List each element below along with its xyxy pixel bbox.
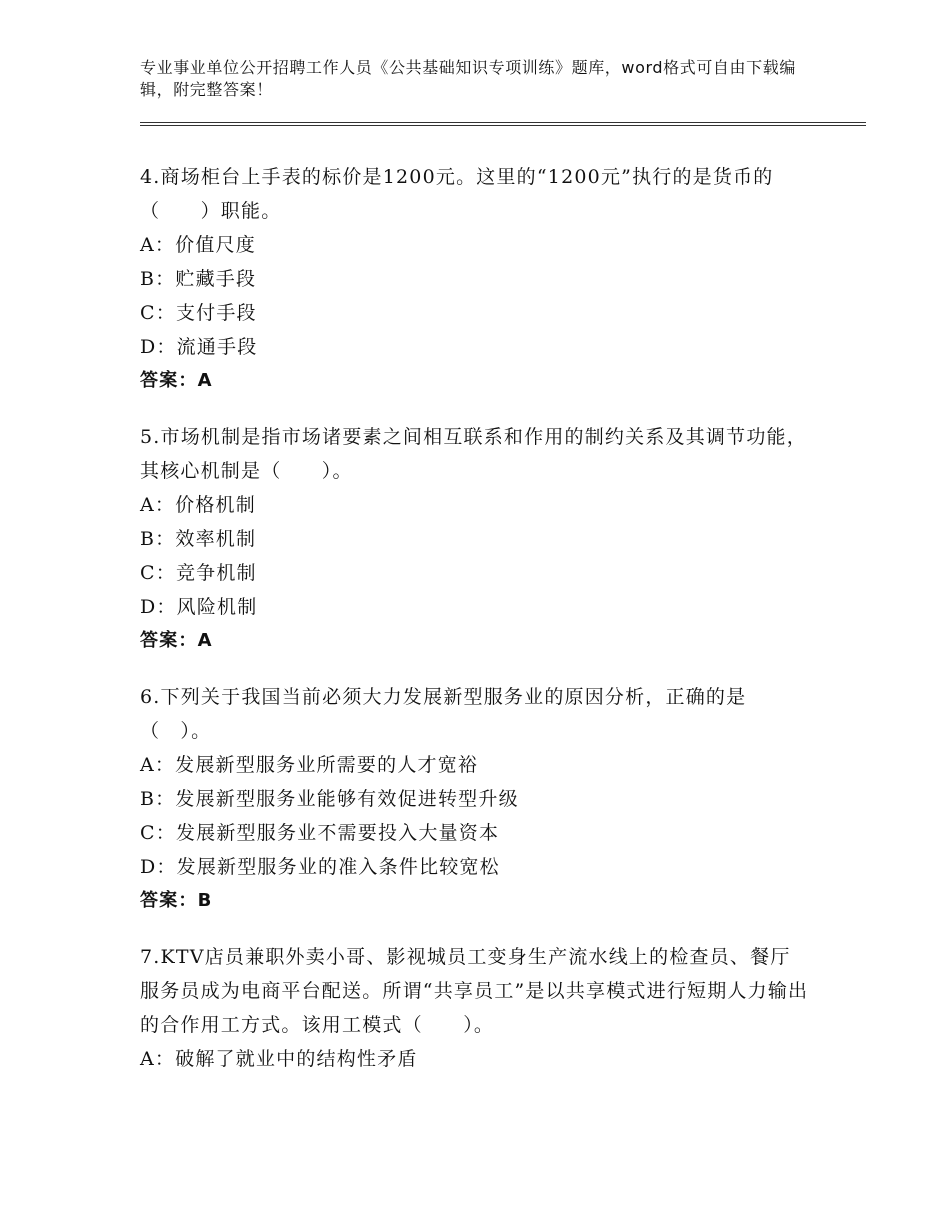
option-c: C：支付手段: [140, 302, 257, 324]
question-7: [140, 940, 810, 1076]
option-d: D：发展新型服务业的准入条件比较宽松: [140, 856, 500, 878]
option-b: B：发展新型服务业能够有效促进转型升级: [140, 788, 519, 810]
option-c: C：发展新型服务业不需要投入大量资本: [140, 822, 500, 844]
document-header: 专业事业单位公开招聘工作人员《公共基础知识专项训练》题库，word格式可自由下载编辑，附完整答案！: [140, 58, 796, 99]
question-stem: 4.商场柜台上手表的标价是1200元。这里的“1200元”执行的是货币的（ ）职能。: [140, 166, 774, 222]
question-6: [140, 680, 810, 918]
answer: 答案：A: [140, 370, 213, 391]
option-a: A：破解了就业中的结构性矛盾: [140, 1048, 418, 1070]
answer: 答案：A: [140, 630, 213, 651]
option-a: A：发展新型服务业所需要的人才宽裕: [140, 754, 479, 776]
header-divider-bottom: [140, 125, 866, 126]
option-b: B：效率机制: [140, 528, 257, 550]
question-stem: 6.下列关于我国当前必须大力发展新型服务业的原因分析，正确的是（ ）。: [140, 686, 747, 742]
question-list: [140, 160, 810, 1098]
option-a: A：价格机制: [140, 494, 256, 516]
option-b: B：贮藏手段: [140, 268, 257, 290]
option-a: A：价值尺度: [140, 234, 256, 256]
option-d: D：流通手段: [140, 336, 258, 358]
header-divider-top: [140, 122, 866, 123]
question-5: [140, 420, 810, 658]
option-c: C：竞争机制: [140, 562, 257, 584]
question-stem: 7.KTV店员兼职外卖小哥、影视城员工变身生产流水线上的检查员、餐厅服务员成为电商平台配送。所谓“共享员工”是以共享模式进行短期人力输出的合作用工方式。该用工模式（ ）。: [140, 946, 809, 1036]
option-d: D：风险机制: [140, 596, 258, 618]
question-stem: 5.市场机制是指市场诸要素之间相互联系和作用的制约关系及其调节功能，其核心机制是（ ）。: [140, 426, 807, 482]
answer: 答案：B: [140, 890, 213, 911]
question-4: [140, 160, 810, 398]
